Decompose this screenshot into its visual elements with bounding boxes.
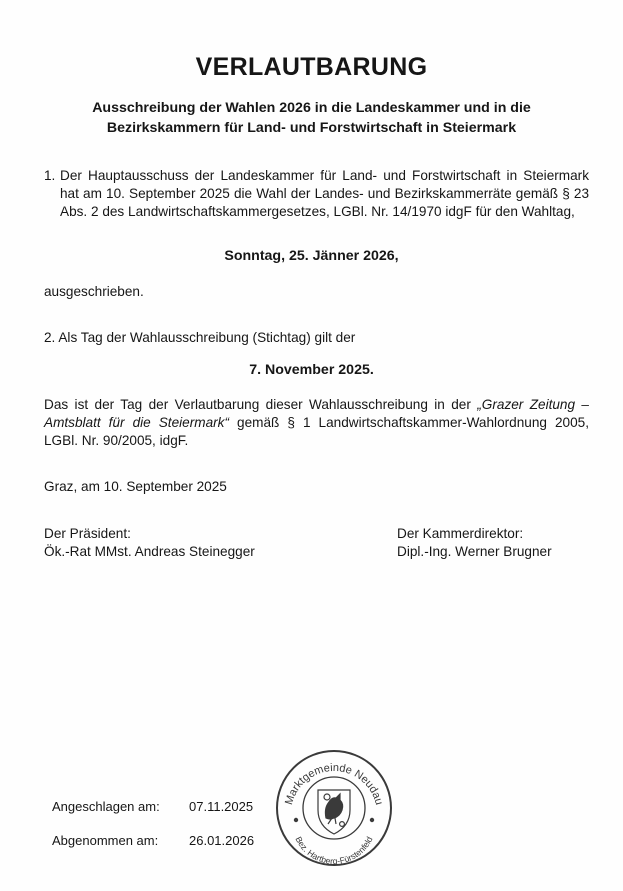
stamp-seal (274, 748, 394, 868)
posted-label: Angeschlagen am: (52, 799, 160, 814)
signature-director (397, 525, 552, 561)
section-1-text: Der Hauptausschuss der Landeskammer für Land- und Forstwirtschaft in Steiermark hat am 10. September 2025 die Wahl der Landes- und Bezirkskammerräte gemäß § 23 Abs. 2 des Landwirtschaftskammergesetzes, LGBl. Nr. 14/1970 idgF für den Wahltag, (60, 168, 589, 219)
section-1-number: 1. (44, 168, 56, 183)
director-name: Dipl.-Ing. Werner Brugner (397, 544, 552, 559)
publication-name: „Grazer Zeitung – Amtsblatt für die Steiermark“ (44, 397, 589, 430)
stamp-dot-right (370, 818, 374, 822)
section-1-closing: ausgeschrieben. (44, 284, 144, 299)
document-title: VERLAUTBARUNG (195, 53, 428, 81)
removed-date: 26.01.2026 (189, 833, 255, 848)
subtitle-line-2: Bezirkskammern für Land- und Forstwirtschaft in Steiermark (106, 120, 517, 136)
place-and-date: Graz, am 10. September 2025 (44, 479, 227, 494)
posted-date: 07.11.2025 (189, 799, 254, 814)
section-2-intro: 2. Als Tag der Wahlausschreibung (Stichtag) gilt der (44, 330, 356, 345)
document-subtitle (0, 98, 623, 138)
stamp-bottom-text: Bez. Hartberg-Fürstenfeld (293, 834, 375, 867)
coat-of-arms-icon (318, 790, 350, 834)
removed-label: Abgenommen am: (52, 833, 159, 848)
president-role: Der Präsident: (44, 526, 131, 541)
subtitle-line-1: Ausschreibung der Wahlen 2026 in die Landeskammer und in die (92, 100, 531, 116)
president-name: Ök.-Rat MMst. Andreas Steinegger (44, 544, 255, 559)
section-2-text-before: Das ist der Tag der Verlautbarung dieser Wahlausschreibung in der (44, 397, 478, 412)
municipality-stamp (274, 748, 394, 868)
section-2-paragraph (44, 396, 589, 450)
election-date: Sonntag, 25. Jänner 2026, (224, 248, 399, 264)
signature-president (44, 525, 255, 561)
stamp-dot-left (294, 818, 298, 822)
reference-date: 7. November 2025. (249, 362, 374, 378)
stamp-top-text: Marktgemeinde Neudau (283, 761, 385, 807)
director-role: Der Kammerdirektor: (397, 526, 524, 541)
section-1-paragraph (44, 167, 589, 221)
section-2-text-after: gemäß § 1 Landwirtschaftskammer-Wahlordnung 2005, LGBl. Nr. 90/2005, idgF. (44, 415, 589, 448)
